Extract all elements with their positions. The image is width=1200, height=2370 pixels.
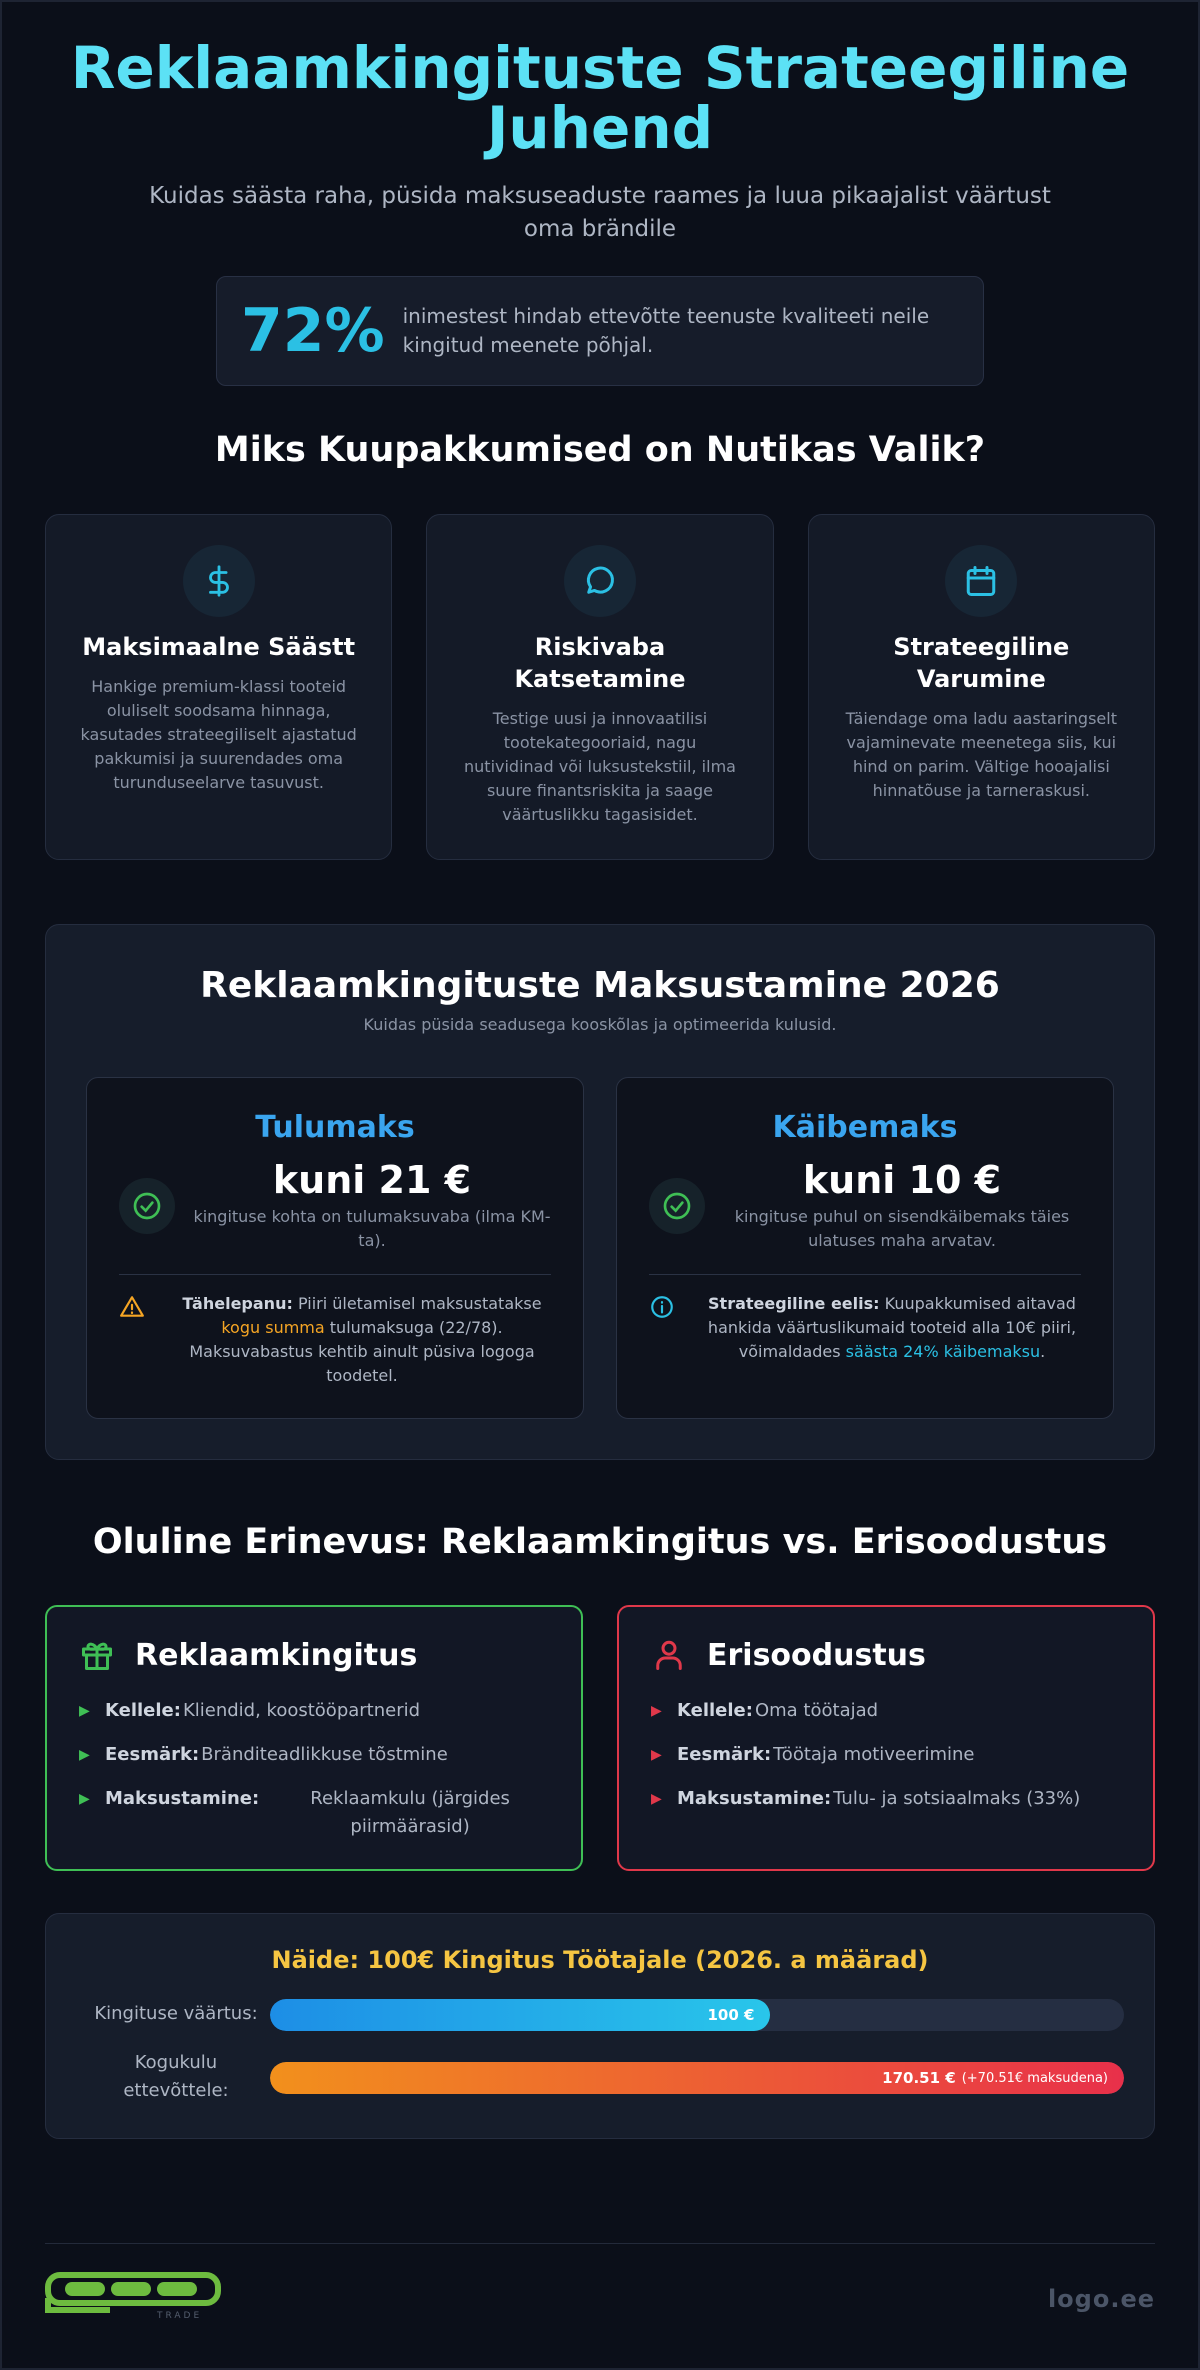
logo[interactable] bbox=[45, 2272, 221, 2324]
gift-card-header bbox=[79, 1637, 417, 1673]
check-circle-icon bbox=[119, 1178, 175, 1234]
divider bbox=[649, 1274, 1081, 1275]
vat-note: Strateegiline eelis: Kuupakkumised aitavad hankida väärtuslikumaid tooteid alla 10€ piiri, võimaldades säästa 24% käibemaksu. bbox=[707, 1294, 1077, 1361]
income-tax-title: Tulumaks bbox=[255, 1110, 415, 1145]
why-heading: Miks Kuupakkumised on Nutikas Valik? bbox=[214, 430, 986, 470]
example-title: Näide: 100€ Kingitus Töötajale (2026. a määrad) bbox=[271, 1946, 929, 1974]
vat-card bbox=[616, 1077, 1114, 1419]
list-item: ▶ Eesmärk: Töötaja motiveerimine bbox=[651, 1744, 975, 1765]
tax-panel bbox=[45, 924, 1155, 1460]
card-title: Riskivaba Katsetamine bbox=[514, 633, 686, 693]
benefit-card-title: Erisoodustus bbox=[707, 1637, 926, 1673]
vat-amount: kuni 10 € bbox=[802, 1158, 1002, 1202]
stat-callout bbox=[216, 276, 984, 386]
list-item: ▶ Kellele: Oma töötajad bbox=[651, 1700, 879, 1721]
vat-title: Käibemaks bbox=[772, 1110, 958, 1145]
divider bbox=[119, 1274, 551, 1275]
list-item: ▶ Maksustamine: Tulu- ja sotsiaalmaks (33%) bbox=[651, 1788, 1081, 1809]
gift-value-bar-track bbox=[270, 1999, 1124, 2031]
list-item: ▶ Kellele: Kliendid, koostööpartnerid bbox=[79, 1700, 421, 1721]
tax-heading: Reklaamkingituste Maksustamine 2026 bbox=[200, 965, 1000, 1006]
gift-icon bbox=[79, 1637, 115, 1673]
income-tax-amount: kuni 21 € bbox=[272, 1158, 472, 1202]
chat-bubble-icon bbox=[564, 545, 636, 617]
example-panel bbox=[45, 1913, 1155, 2139]
stat-text: inimestest hindab ettevõtte teenuste kvaliteeti neile kingitud meenete põhjal. bbox=[402, 304, 930, 357]
check-circle-icon bbox=[649, 1178, 705, 1234]
vat-amount-sub: kingituse puhul on sisendkäibemaks täies ulatuses maha arvatav. bbox=[734, 1207, 1070, 1250]
card-text: Hankige premium-klassi tooteid oluliselt soodsama hinnaga, kasutades strateegiliselt ajastatud pakkumisi ja suurendades oma turunduseelarve tasuvust. bbox=[80, 677, 357, 792]
list-item: ▶ Maksustamine: Reklaamkulu (järgides piirmäärasid) bbox=[79, 1788, 510, 1837]
income-tax-amount-sub: kingituse kohta on tulumaksuvaba (ilma KM-ta). bbox=[193, 1207, 551, 1250]
user-icon bbox=[651, 1637, 687, 1673]
stat-value: 72% bbox=[241, 296, 385, 366]
svg-text:TRADE: TRADE bbox=[157, 2311, 203, 2320]
income-tax-card bbox=[86, 1077, 584, 1419]
benefit-card bbox=[426, 514, 773, 860]
gift-value-bar: 100 € bbox=[270, 1999, 770, 2031]
difference-heading: Oluline Erinevus: Reklaamkingitus vs. Erisoodustus bbox=[92, 1522, 1108, 1562]
gift-list bbox=[79, 1697, 559, 1857]
benefit-list bbox=[651, 1697, 1131, 1829]
gift-card-title: Reklaamkingitus bbox=[135, 1637, 418, 1673]
benefit-card-red bbox=[617, 1605, 1155, 1871]
total-cost-bar-track bbox=[270, 2062, 1124, 2094]
benefit-card-header bbox=[651, 1637, 926, 1673]
total-cost-label: Kogukulu ettevõttele: bbox=[123, 2052, 229, 2101]
dollar-icon bbox=[183, 545, 255, 617]
card-text: Täiendage oma ladu aastaringselt vajaminevate meenetega siis, kui hind on parim. Vältige hooajalisi hinnatõuse ja tarneraskusi. bbox=[845, 709, 1117, 800]
benefit-card bbox=[45, 514, 392, 860]
page-title: Reklaamkingituste Strateegiline Juhend bbox=[70, 34, 1130, 162]
footer-domain[interactable]: logo.ee bbox=[1047, 2285, 1155, 2313]
income-tax-note: Tähelepanu: Piiri ületamisel maksustatakse kogu summa tulumaksuga (22/78). Maksuvabastus kehtib ainult püsiva logoga toodetel. bbox=[182, 1294, 542, 1385]
card-title: Strateegiline Varumine bbox=[893, 633, 1070, 693]
benefit-cards bbox=[45, 514, 1155, 860]
card-title: Maksimaalne Säästt bbox=[82, 633, 356, 661]
list-item: ▶ Eesmärk: Bränditeadlikkuse tõstmine bbox=[79, 1744, 448, 1765]
total-cost-bar: 170.51 € (+70.51€ maksudena) bbox=[270, 2062, 1124, 2094]
tax-subheading: Kuidas püsida seadusega kooskõlas ja optimeerida kulusid. bbox=[363, 1015, 837, 1034]
warning-icon bbox=[119, 1294, 145, 1320]
gift-card bbox=[45, 1605, 583, 1871]
calendar-icon bbox=[945, 545, 1017, 617]
page-subtitle: Kuidas säästa raha, püsida maksuseaduste raames ja luua pikaajalist väärtust oma brändile bbox=[149, 183, 1051, 242]
footer-divider bbox=[45, 2243, 1155, 2244]
info-icon bbox=[649, 1294, 675, 1320]
benefit-card bbox=[808, 514, 1155, 860]
gift-value-label: Kingituse väärtus: bbox=[94, 2003, 258, 2024]
card-text: Testige uusi ja innovaatilisi tootekategooriaid, nagu nutividinad või luksustekstiil, ilma suure finantsriskita ja saage väärtuslikku tagasisidet. bbox=[464, 709, 736, 824]
